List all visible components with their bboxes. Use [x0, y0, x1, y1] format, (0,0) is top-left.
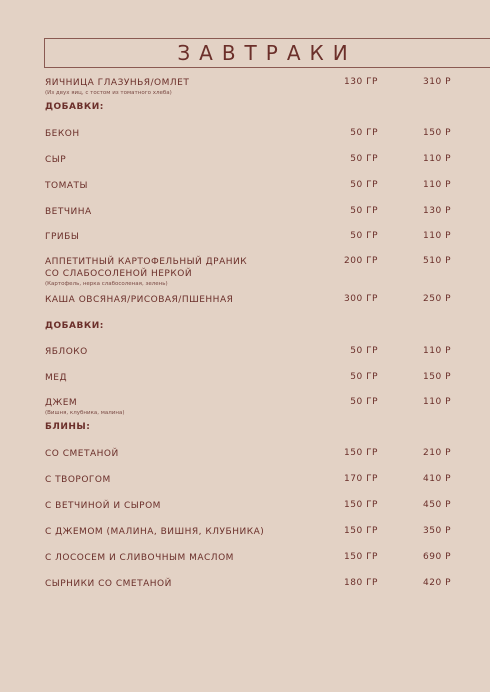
item-weight: 170 ГР	[344, 474, 378, 484]
item-note: (Картофель, нерка слабосоленая, зелень)	[45, 281, 168, 287]
item-price: 150 Р	[423, 128, 451, 138]
item-name: СЫРНИКИ СО СМЕТАНОЙ	[45, 579, 172, 589]
item-price: 410 Р	[423, 474, 451, 484]
item-price: 110 Р	[423, 180, 451, 190]
item-price: 250 Р	[423, 294, 451, 304]
item-price: 310 Р	[423, 77, 451, 87]
item-weight: 50 ГР	[350, 206, 378, 216]
item-price: 350 Р	[423, 526, 451, 536]
item-name: ДЖЕМ	[45, 398, 78, 408]
item-weight: 50 ГР	[350, 231, 378, 241]
item-weight: 180 ГР	[344, 578, 378, 588]
item-price: 110 Р	[423, 346, 451, 356]
item-weight: 150 ГР	[344, 552, 378, 562]
section-heading: БЛИНЫ:	[45, 422, 91, 432]
item-weight: 50 ГР	[350, 128, 378, 138]
item-name: ЯИЧНИЦА ГЛАЗУНЬЯ/ОМЛЕТ	[45, 78, 190, 88]
item-weight: 50 ГР	[350, 346, 378, 356]
item-name: С ЛОСОСЕМ И СЛИВОЧНЫМ МАСЛОМ	[45, 553, 234, 563]
section-heading: ДОБАВКИ:	[45, 102, 104, 112]
item-price: 690 Р	[423, 552, 451, 562]
item-note: (Вишня, клубника, малина)	[45, 410, 125, 416]
item-name: С ДЖЕМОМ (МАЛИНА, ВИШНЯ, КЛУБНИКА)	[45, 527, 265, 537]
item-weight: 150 ГР	[344, 526, 378, 536]
item-weight: 50 ГР	[350, 397, 378, 407]
item-name: С ВЕТЧИНОЙ И СЫРОМ	[45, 501, 161, 511]
item-name: СО СЛАБОСОЛЕНОЙ НЕРКОЙ	[45, 269, 193, 279]
item-price: 110 Р	[423, 397, 451, 407]
item-name: БЕКОН	[45, 129, 80, 139]
item-name: СЫР	[45, 155, 67, 165]
menu-title: ЗАВТРАКИ	[177, 41, 357, 65]
item-name: С ТВОРОГОМ	[45, 475, 111, 485]
item-weight: 130 ГР	[344, 77, 378, 87]
item-name: СО СМЕТАНОЙ	[45, 449, 119, 459]
item-weight: 50 ГР	[350, 154, 378, 164]
item-price: 110 Р	[423, 231, 451, 241]
item-weight: 50 ГР	[350, 180, 378, 190]
item-name: ЯБЛОКО	[45, 347, 88, 357]
item-weight: 50 ГР	[350, 372, 378, 382]
item-name: АППЕТИТНЫЙ КАРТОФЕЛЬНЫЙ ДРАНИК	[45, 257, 248, 267]
item-weight: 200 ГР	[344, 256, 378, 266]
item-name: ВЕТЧИНА	[45, 207, 92, 217]
item-weight: 150 ГР	[344, 500, 378, 510]
section-heading: ДОБАВКИ:	[45, 321, 104, 331]
item-price: 510 Р	[423, 256, 451, 266]
item-weight: 300 ГР	[344, 294, 378, 304]
item-name: МЕД	[45, 373, 67, 383]
item-price: 130 Р	[423, 206, 451, 216]
item-price: 420 Р	[423, 578, 451, 588]
item-price: 210 Р	[423, 448, 451, 458]
item-price: 150 Р	[423, 372, 451, 382]
item-name: ГРИБЫ	[45, 232, 80, 242]
item-weight: 150 ГР	[344, 448, 378, 458]
item-name: ТОМАТЫ	[45, 181, 88, 191]
item-note: (Из двух яиц, с тостом из томатного хлеба)	[45, 90, 172, 96]
item-price: 450 Р	[423, 500, 451, 510]
item-name: КАША ОВСЯНАЯ/РИСОВАЯ/ПШЕННАЯ	[45, 295, 234, 305]
item-price: 110 Р	[423, 154, 451, 164]
